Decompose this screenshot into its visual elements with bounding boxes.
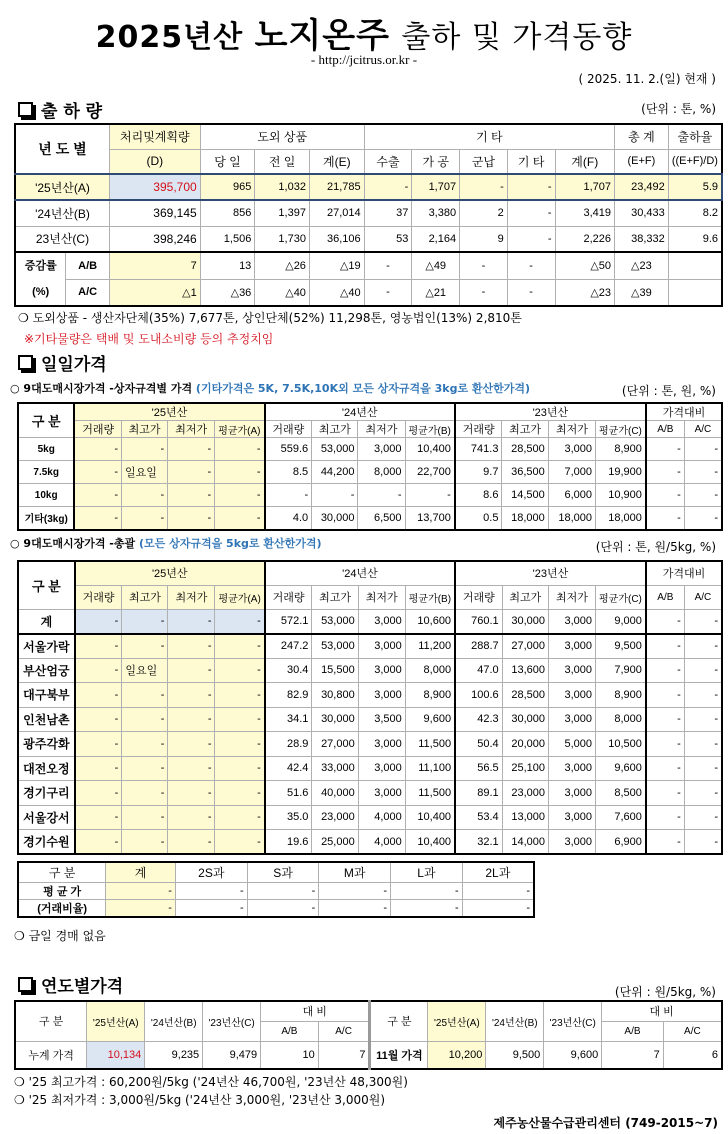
table-row: 5kg - - - - 559.6 53,000 3,000 10,400 741.3 28,500 3,000 8,900 - - <box>18 438 722 461</box>
table-row: 경기구리 - - - - 51.6 40,000 3,000 11,500 89.1 23,000 3,000 8,500 - - <box>18 781 722 806</box>
daily-sub1-title: ○ 9대도매시장가격 -상자규격별 가격 (기타가격은 5K, 7.5K,10K외 모든 상자규격을 3kg로 환산한가격) <box>10 382 531 395</box>
table-row: 대구북부 - - - - 82.9 30,800 3,000 8,900 100.6 28,500 3,000 8,900 - - <box>18 683 722 708</box>
grade-table: 구 분 계 2S과 S과 M과 L과 2L과 평 균 가 - - - - - - (거래비율) - - - - - - <box>17 861 535 918</box>
table-row: 10kg - - - - - - - - 8.6 14,500 6,000 10,900 - - <box>18 484 722 507</box>
yearly-note-high: ❍ '25 최고가격 : 60,200원/5kg ('24년산 46,700원, '23년산 48,300원) <box>14 1075 408 1089</box>
footer-org: 제주농산물수급관리센터 (749-2015~7) <box>493 1116 718 1130</box>
size-price-table: 구 분 '25년산 '24년산 '23년산 가격대비 거래량 최고가 최저가 평균가(A) 거래량 최고가 최저가 평균가(B) 거래량 최고가 최저가 평균가(C) A/B A/C 5kg - - - - 559.6 53,000 3,000 10,400 741.3 28,500 3,000 8,900 - - 7.5kg - 일요일 - - 8.5 44,200 8,000 22,700 9.7 36,500 7,000 19,900 - - 10kg - - - - - - - - 8.6 14,500 6,000 10,900 - - 기타(3kg) - - - - 4.0 30,000 6,500 13,700 0.5 18,000 18,000 18,000 - - <box>17 402 723 531</box>
title-suffix: 출하 및 가격동향 <box>401 20 633 55</box>
daily-sub1-unit: (단위 : 톤, 원, %) <box>621 384 716 398</box>
table-row: 23년산(C) 398,246 1,506 1,730 36,106 53 2,164 9 - 2,226 38,332 9.6 <box>15 226 722 252</box>
daily-sub2-unit: (단위 : 톤, 원/5kg, %) <box>595 540 716 554</box>
checkbox-square-icon <box>18 102 33 117</box>
table-row: 경기수원 - - - - 19.6 25,000 4,000 10,400 32.1 14,000 3,000 6,900 - - <box>18 830 722 855</box>
section-yearly-title: 연도별가격 <box>18 972 123 997</box>
checkbox-square-icon <box>18 977 33 992</box>
yearly-table: 구 분 '25년산(A) '24년산(B) '23년산(C) 대 비 구 분 '25년산(A) '24년산(B) '23년산(C) 대 비 A/B A/C A/B A/C 누계 가격 10,134 9,235 9,479 10 7 11월 가격 10,200 9,500 9,600 7 6 <box>14 1000 723 1070</box>
table-row: 서울가락 - - - - 247.2 53,000 3,000 11,200 288.7 27,000 3,000 9,500 - - <box>18 634 722 659</box>
page-title <box>0 8 728 57</box>
table-row: '25년산(A) 395,700 965 1,032 21,785 - 1,707 - - 1,707 23,492 5.9 <box>15 174 722 200</box>
yearly-unit: (단위 : 원/5kg, %) <box>614 985 716 999</box>
table-row: 계 - - - - 572.1 53,000 3,000 10,600 760.1 30,000 3,000 9,000 - - <box>18 609 722 634</box>
daily-sub2-title: ○ 9대도매시장가격 -총괄 (모든 상자규격을 5kg로 환산한가격) <box>10 537 322 550</box>
daily-note: ❍ 금일 경매 없음 <box>14 929 106 943</box>
shipment-note-red: ※기타물량은 택배 및 도내소비량 등의 추정치임 <box>24 332 274 346</box>
section-shipment-title: 출 하 량 <box>18 97 102 122</box>
table-row: 서울강서 - - - - 35.0 23,000 4,000 10,400 53.4 13,000 3,000 7,600 - - <box>18 805 722 830</box>
title-prefix: 2025년산 <box>95 20 244 55</box>
table-row: 광주각화 - - - - 28.9 27,000 3,000 11,500 50.4 20,000 5,000 10,500 - - <box>18 732 722 757</box>
table-row: 대전오정 - - - - 42.4 33,000 3,000 11,100 56.5 25,100 3,000 9,600 - - <box>18 756 722 781</box>
shipment-table: 년 도 별 처리및계획량 도외 상품 기 타 총 계 출하율 (D) 당 일 전 일 계(E) 수출 가 공 군납 기 타 계(F) (E+F) ((E+F)/D) '25년산(A) 395,700 965 1,032 21,785 - 1,707 - - 1,707 23,492 5.9 '24년산(B) 369,145 856 1,397 27,014 37 3,380 2 - 3,419 30,433 8.2 23년산(C) 398,246 1,506 1,730 36,106 53 2,164 9 - 2,226 38,332 9.6 증감률 (%) A/B 7 13 △26 △19 - △49 - - △50 △23 A/C △1 △36 △40 △40 - △21 - - △23 △39 <box>14 123 723 307</box>
yearly-note-low: ❍ '25 최저가격 : 3,000원/5kg ('24년산 3,000원, '23년산 3,000원) <box>14 1093 386 1107</box>
table-row: 인천남촌 - - - - 34.1 30,000 3,500 9,600 42.3 30,000 3,000 8,000 - - <box>18 707 722 732</box>
report-date: ( 2025. 11. 2.(일) 현재 ) <box>578 72 716 86</box>
table-row: 기타(3kg) - - - - 4.0 30,000 6,500 13,700 0.5 18,000 18,000 18,000 - - <box>18 507 722 530</box>
table-row: 증감률 (%) A/B 7 13 △26 △19 - △49 - - △50 △23 <box>15 252 722 279</box>
table-row: 누계 가격 10,134 9,235 9,479 10 7 11월 가격 10,200 9,500 9,600 7 6 <box>15 1041 722 1069</box>
table-row: 부산엄궁 - 일요일 - - 30.4 15,500 3,000 8,000 47.0 13,600 3,000 7,900 - - <box>18 658 722 683</box>
checkbox-square-icon <box>18 355 33 370</box>
shipment-unit: (단위 : 톤, %) <box>641 102 716 116</box>
title-main: 노지온주 <box>254 16 390 56</box>
shipment-note: ❍ 도외상품 - 생산자단체(35%) 7,677톤, 상인단체(52%) 11,298톤, 영농법인(13%) 2,810톤 <box>18 311 522 325</box>
table-row: 7.5kg - 일요일 - - 8.5 44,200 8,000 22,700 9.7 36,500 7,000 19,900 - - <box>18 461 722 484</box>
section-daily-title: 일일가격 <box>18 350 107 375</box>
source-url[interactable]: - http://jcitrus.or.kr - <box>310 52 418 67</box>
market-price-table: 구 분 '25년산 '24년산 '23년산 가격대비 거래량 최고가 최저가 평균가(A) 거래량 최고가 최저가 평균가(B) 거래량 최고가 최저가 평균가(C) A/B A/C 계 - - - - 572.1 53,000 3,000 10,600 760.1 30,000 3,000 9,000 - - 서울가락 - - - - 247.2 53,000 3,000 11,200 288.7 27,000 3,000 9,500 - - 부산엄궁 - 일요일 - - 30.4 15,500 3,000 8,000 47.0 13,600 3,000 7,900 - - 대구북부 - - - - 82.9 30,800 3,000 8,900 100.6 28,500 3,000 8,900 - - 인천남촌 - - - - 34.1 30,000 3,500 9,600 42.3 30,000 3,000 8,000 - - 광주각화 - - - - 28.9 27,000 3,000 11,500 50.4 20,000 5,000 10,500 - - 대전오정 - - - - 42.4 33,000 3,000 11,100 56.5 25,100 3,000 9,600 - - 경기구리 - - - - 51.6 40,000 3,000 11,500 89.1 23,000 3,000 8,500 - - 서울강서 - - - - 35.0 23,000 4,000 10,400 53.4 13,000 3,000 7,600 - - 경기수원 - - - - 19.6 25,000 4,000 10,400 32.1 14,000 3,000 6,900 - - <box>17 560 723 855</box>
table-row: '24년산(B) 369,145 856 1,397 27,014 37 3,380 2 - 3,419 30,433 8.2 <box>15 200 722 226</box>
table-row: A/C △1 △36 △40 △40 - △21 - - △23 △39 <box>15 279 722 306</box>
